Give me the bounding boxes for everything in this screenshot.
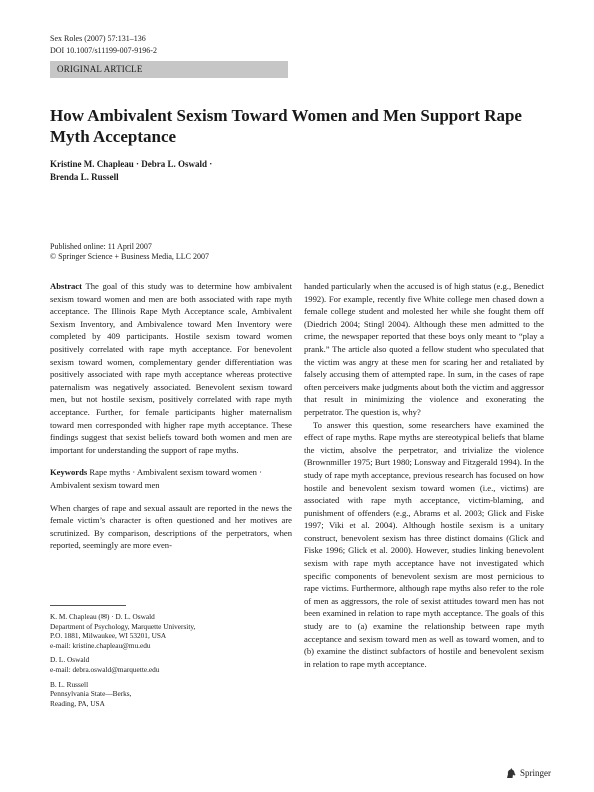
copyright: © Springer Science + Business Media, LLC 2007: [50, 252, 210, 261]
affiliation-2: [50, 655, 292, 674]
affiliation-2-name: D. L. Oswald: [50, 655, 90, 665]
body-paragraph-1: handed particularly when the accused is of high status (e.g., Benedict 1992). For example, recently five White college men chased down a female college student and molested her while she fought them off (Diedrich 2004; Stingl 2004). Although these men admitted to the crime, the newspaper reported that these boys only meant to “play a prank.” The article also quoted a fellow student who speculated that the victim was angry at these men for scaring her and retaliated by falsely accusing them of attempted rape. In sum, in the cases of rape often perceivers make judgments about both the victim and aggressor that result in minimizing the violence and exonerating the perpetrator. The question is, why?: [304, 281, 544, 417]
abstract-label: Abstract: [50, 281, 82, 291]
body-paragraph-2: To answer this question, some researchers have examined the effect of rape myths. Rape myths are stereotypical beliefs that blame the victim, absolve the perpetrator, and trivialize the violence (Brownmiller 1975; Burt 1980; Lonsway and Fitzgerald 1994). In the study of rape myth acceptance, previous research has focused on how hostile and benevolent sexism toward women (i.e., victims) are associated with rape myth acceptance, victim-blaming, and punishment of offenders (e.g., Abrams et al. 2003; Glick and Fiske 1997; Viki et al. 2004). Although hostile sexism is a unitary construct, benevolent sexism has three distinct domains (Glick and Fiske 1996; Glick et al. 2000). However, studies linking benevolent sexism with rape myth acceptance have not investigated which specific components of benevolent sexism are most pernicious to rape victims. Furthermore, although rape myths also refer to the role of men as aggressors, the role of sexist attitudes toward men has not been examined in relation to rape myth acceptance. The goals of this study are to (a) examine the relationship between rape myth acceptance and sexism toward men as well as toward women, and to (b) examine the distinct subfactors of hostile and benevolent sexism in relation to rape myth acceptance.: [304, 419, 544, 669]
authors-line-2: Brenda L. Russell: [50, 172, 119, 182]
publication-info: [50, 242, 209, 262]
intro-paragraph: When charges of rape and sexual assault are reported in the news the female victim’s character is often questioned and her motives are scrutinized. By comparison, descriptions of the perpetrators, when reported, seemingly are more even-: [50, 502, 292, 551]
keywords: [50, 466, 292, 491]
article-type-banner: [50, 61, 288, 78]
article-type: ORIGINAL ARTICLE: [57, 64, 143, 74]
footnote-rule: [50, 605, 126, 606]
published-date: Published online: 11 April 2007: [50, 242, 152, 251]
affiliation-1: [50, 612, 292, 650]
affiliation-2-email[interactable]: e-mail: debra.oswald@marquette.edu: [50, 664, 160, 674]
springer-horse-icon: [505, 767, 517, 779]
paper-title: How Ambivalent Sexism Toward Women and Men Support Rape Myth Acceptance: [50, 106, 522, 146]
affiliation-3-address: Reading, PA, USA: [50, 698, 105, 708]
journal-header: [50, 33, 157, 57]
authors-line-1: Kristine M. Chapleau · Debra L. Oswald ·: [50, 159, 213, 169]
affiliation-1-email[interactable]: e-mail: kristine.chapleau@mu.edu: [50, 640, 151, 650]
affiliation-3-name: B. L. Russell: [50, 679, 89, 689]
affiliation-3-dept: Pennsylvania State—Berks,: [50, 689, 132, 699]
affiliations: [50, 612, 292, 713]
keywords-label: Keywords: [50, 467, 88, 478]
doi[interactable]: DOI 10.1007/s11199-007-9196-2: [50, 46, 157, 55]
journal-citation: Sex Roles (2007) 57:131–136: [50, 34, 146, 43]
keywords-text: Rape myths · Ambivalent sexism toward women · Ambivalent sexism toward men: [50, 467, 262, 490]
abstract-text: The goal of this study was to determine how ambivalent sexism toward women and men are both associated with rape myth acceptance. The Illinois Rape Myth Acceptance scale, Ambivalent Sexism Inventory, and Ambivalence toward Men Inventory were completed by 409 participants. Hostile sexism toward women positively correlated with rape myth acceptance. For benevolent sexism toward women, complementary gender differentiation was positively associated with rape myth acceptance whereas protective paternalism was negatively associated. Benevolent sexism toward men, but not hostile sexism, positively correlated with rape myth acceptance. Further, for female participants higher maternalism toward men corresponded with higher rape myth acceptance. These findings suggest that sexist beliefs toward both women and men are important for understanding the support of rape myths.: [50, 281, 292, 455]
left-column: [50, 280, 292, 552]
publisher-name: Springer: [520, 768, 551, 778]
abstract: [50, 280, 292, 456]
affiliation-1-address: P.O. 1881, Milwaukee, WI 53201, USA: [50, 631, 167, 641]
publisher-logo: [505, 766, 551, 780]
affiliation-1-name: K. M. Chapleau (✉) · D. L. Oswald: [50, 612, 155, 621]
affiliation-3: [50, 680, 292, 709]
right-column: [304, 280, 544, 670]
author-list: [50, 158, 212, 184]
affiliation-1-dept: Department of Psychology, Marquette University,: [50, 621, 196, 631]
